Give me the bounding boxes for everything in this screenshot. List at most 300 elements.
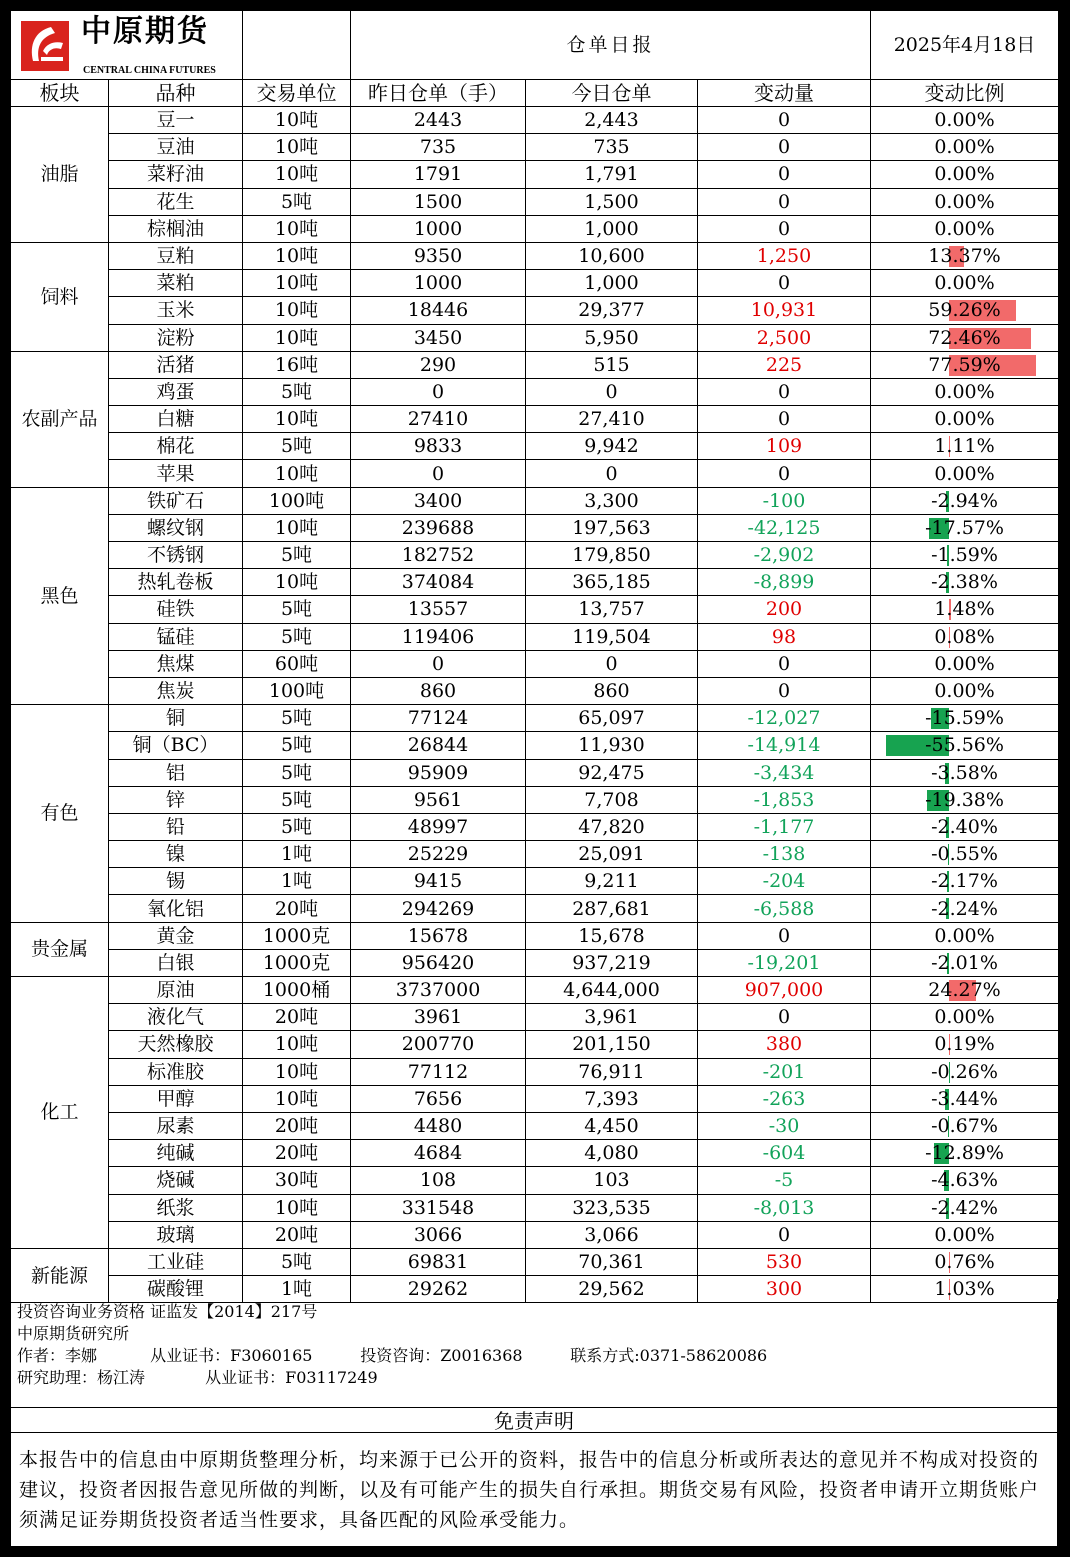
ratio-text: -2.40% bbox=[931, 815, 998, 838]
ratio-cell bbox=[871, 433, 1059, 460]
assistant-line bbox=[17, 1367, 1051, 1389]
change-cell: -42,125 bbox=[698, 514, 871, 541]
yesterday-cell: 18446 bbox=[351, 297, 526, 324]
today-cell: 29,377 bbox=[526, 297, 698, 324]
ratio-cell bbox=[871, 215, 1059, 242]
table-row bbox=[11, 949, 1059, 976]
change-cell: 0 bbox=[698, 1221, 871, 1248]
today-cell: 7,393 bbox=[526, 1085, 698, 1112]
ratio-text: 0.00% bbox=[934, 462, 995, 485]
yesterday-cell: 27410 bbox=[351, 406, 526, 433]
change-cell: 907,000 bbox=[698, 977, 871, 1004]
table-row bbox=[11, 324, 1059, 351]
change-cell: 380 bbox=[698, 1031, 871, 1058]
today-cell: 937,219 bbox=[526, 949, 698, 976]
yesterday-cell: 3400 bbox=[351, 487, 526, 514]
ratio-cell bbox=[871, 1167, 1059, 1194]
yesterday-cell: 77124 bbox=[351, 705, 526, 732]
table-row bbox=[11, 1004, 1059, 1031]
ratio-cell bbox=[871, 1140, 1059, 1167]
item-cell: 鸡蛋 bbox=[109, 378, 243, 405]
ratio-text: 0.00% bbox=[934, 109, 995, 132]
item-cell: 锌 bbox=[109, 786, 243, 813]
unit-cell: 20吨 bbox=[243, 1004, 351, 1031]
item-cell: 烧碱 bbox=[109, 1167, 243, 1194]
table-row bbox=[11, 270, 1059, 297]
yesterday-cell: 200770 bbox=[351, 1031, 526, 1058]
unit-cell: 1吨 bbox=[243, 1276, 351, 1303]
today-cell: 13,757 bbox=[526, 596, 698, 623]
ratio-cell bbox=[871, 487, 1059, 514]
table-row bbox=[11, 895, 1059, 922]
table-row bbox=[11, 732, 1059, 759]
sector-label: 黑色 bbox=[11, 487, 109, 705]
table-row bbox=[11, 569, 1059, 596]
today-cell: 201,150 bbox=[526, 1031, 698, 1058]
today-cell: 92,475 bbox=[526, 759, 698, 786]
item-cell: 尿素 bbox=[109, 1112, 243, 1139]
today-cell: 1,500 bbox=[526, 188, 698, 215]
table-row bbox=[11, 1112, 1059, 1139]
item-cell: 淀粉 bbox=[109, 324, 243, 351]
blank-header-cell bbox=[243, 11, 351, 80]
item-cell: 焦炭 bbox=[109, 677, 243, 704]
unit-cell: 10吨 bbox=[243, 161, 351, 188]
ratio-text: -55.56% bbox=[925, 734, 1004, 757]
item-cell: 玉米 bbox=[109, 297, 243, 324]
change-cell: 0 bbox=[698, 406, 871, 433]
col-header-sector: 板块 bbox=[11, 80, 109, 107]
ratio-text: -0.55% bbox=[931, 843, 998, 866]
unit-cell: 100吨 bbox=[243, 677, 351, 704]
col-header-item: 品种 bbox=[109, 80, 243, 107]
ratio-cell bbox=[871, 297, 1059, 324]
unit-cell: 5吨 bbox=[243, 623, 351, 650]
ratio-cell bbox=[871, 270, 1059, 297]
yesterday-cell: 3450 bbox=[351, 324, 526, 351]
change-cell: -1,177 bbox=[698, 813, 871, 840]
item-cell: 原油 bbox=[109, 977, 243, 1004]
unit-cell: 5吨 bbox=[243, 732, 351, 759]
unit-cell: 5吨 bbox=[243, 705, 351, 732]
sector-label: 油脂 bbox=[11, 107, 109, 243]
ratio-cell bbox=[871, 542, 1059, 569]
yesterday-cell: 2443 bbox=[351, 107, 526, 134]
ratio-text: -3.58% bbox=[931, 761, 998, 784]
item-cell: 不锈钢 bbox=[109, 542, 243, 569]
report-sheet bbox=[10, 10, 1058, 1547]
today-cell: 3,961 bbox=[526, 1004, 698, 1031]
item-cell: 天然橡胶 bbox=[109, 1031, 243, 1058]
change-cell: -6,588 bbox=[698, 895, 871, 922]
table-row bbox=[11, 107, 1059, 134]
change-cell: -201 bbox=[698, 1058, 871, 1085]
item-cell: 玻璃 bbox=[109, 1221, 243, 1248]
change-cell: 0 bbox=[698, 134, 871, 161]
table-row bbox=[11, 922, 1059, 949]
yesterday-cell: 9415 bbox=[351, 868, 526, 895]
yesterday-cell: 29262 bbox=[351, 1276, 526, 1303]
yesterday-cell: 4684 bbox=[351, 1140, 526, 1167]
logo-cell bbox=[11, 11, 243, 80]
ratio-text: -2.17% bbox=[931, 870, 998, 893]
change-cell: 0 bbox=[698, 188, 871, 215]
yesterday-cell: 95909 bbox=[351, 759, 526, 786]
sector-label: 农副产品 bbox=[11, 351, 109, 487]
table-row bbox=[11, 1085, 1059, 1112]
change-cell: 530 bbox=[698, 1248, 871, 1275]
item-cell: 碳酸锂 bbox=[109, 1276, 243, 1303]
table-row bbox=[11, 813, 1059, 840]
change-cell: 200 bbox=[698, 596, 871, 623]
change-cell: 2,500 bbox=[698, 324, 871, 351]
ratio-cell bbox=[871, 977, 1059, 1004]
unit-cell: 10吨 bbox=[243, 460, 351, 487]
today-cell: 9,211 bbox=[526, 868, 698, 895]
ratio-cell bbox=[871, 922, 1059, 949]
table-row bbox=[11, 514, 1059, 541]
table-row bbox=[11, 297, 1059, 324]
ratio-cell bbox=[871, 107, 1059, 134]
yesterday-cell: 374084 bbox=[351, 569, 526, 596]
change-cell: 0 bbox=[698, 650, 871, 677]
table-row bbox=[11, 134, 1059, 161]
change-cell: 0 bbox=[698, 1004, 871, 1031]
logo-english-name: CENTRAL CHINA FUTURES bbox=[83, 65, 216, 76]
sector-label: 有色 bbox=[11, 705, 109, 923]
ratio-cell bbox=[871, 1058, 1059, 1085]
today-cell: 4,080 bbox=[526, 1140, 698, 1167]
ratio-text: 1.11% bbox=[934, 435, 995, 458]
ratio-text: 0.08% bbox=[934, 625, 995, 648]
unit-cell: 16吨 bbox=[243, 351, 351, 378]
yesterday-cell: 108 bbox=[351, 1167, 526, 1194]
ratio-cell bbox=[871, 732, 1059, 759]
ratio-text: 13.37% bbox=[928, 245, 1001, 268]
ratio-text: 0.00% bbox=[934, 136, 995, 159]
info-block bbox=[10, 1299, 1058, 1407]
item-cell: 氧化铝 bbox=[109, 895, 243, 922]
today-cell: 323,535 bbox=[526, 1194, 698, 1221]
today-cell: 515 bbox=[526, 351, 698, 378]
unit-cell: 10吨 bbox=[243, 270, 351, 297]
yesterday-cell: 1000 bbox=[351, 215, 526, 242]
unit-cell: 5吨 bbox=[243, 1248, 351, 1275]
change-cell: -14,914 bbox=[698, 732, 871, 759]
today-cell: 3,066 bbox=[526, 1221, 698, 1248]
report-date: 2025年4月18日 bbox=[871, 11, 1059, 80]
ratio-text: -2.24% bbox=[931, 897, 998, 920]
unit-cell: 100吨 bbox=[243, 487, 351, 514]
unit-cell: 1000桶 bbox=[243, 977, 351, 1004]
ratio-cell bbox=[871, 1004, 1059, 1031]
sector-label: 贵金属 bbox=[11, 922, 109, 976]
item-cell: 铁矿石 bbox=[109, 487, 243, 514]
unit-cell: 10吨 bbox=[243, 514, 351, 541]
item-cell: 工业硅 bbox=[109, 1248, 243, 1275]
table-row bbox=[11, 1167, 1059, 1194]
today-cell: 179,850 bbox=[526, 542, 698, 569]
unit-cell: 10吨 bbox=[243, 297, 351, 324]
change-cell: 0 bbox=[698, 378, 871, 405]
company-logo-icon bbox=[21, 21, 69, 71]
ratio-cell bbox=[871, 134, 1059, 161]
ratio-cell bbox=[871, 1085, 1059, 1112]
today-cell: 4,644,000 bbox=[526, 977, 698, 1004]
today-cell: 0 bbox=[526, 460, 698, 487]
change-cell: -2,902 bbox=[698, 542, 871, 569]
item-cell: 硅铁 bbox=[109, 596, 243, 623]
today-cell: 735 bbox=[526, 134, 698, 161]
ratio-text: 0.00% bbox=[934, 190, 995, 213]
table-row bbox=[11, 1194, 1059, 1221]
ratio-text: 0.00% bbox=[934, 163, 995, 186]
unit-cell: 10吨 bbox=[243, 242, 351, 269]
ratio-text: 72.46% bbox=[928, 326, 1001, 349]
ratio-cell bbox=[871, 460, 1059, 487]
ratio-text: -15.59% bbox=[925, 707, 1004, 730]
col-header-change: 变动量 bbox=[698, 80, 871, 107]
today-cell: 1,000 bbox=[526, 215, 698, 242]
ratio-cell bbox=[871, 949, 1059, 976]
item-cell: 镍 bbox=[109, 841, 243, 868]
unit-cell: 5吨 bbox=[243, 542, 351, 569]
item-cell: 苹果 bbox=[109, 460, 243, 487]
yesterday-cell: 0 bbox=[351, 378, 526, 405]
col-header-unit: 交易单位 bbox=[243, 80, 351, 107]
sector-label: 新能源 bbox=[11, 1248, 109, 1302]
table-row bbox=[11, 1140, 1059, 1167]
ratio-cell bbox=[871, 1194, 1059, 1221]
ratio-text: -1.59% bbox=[931, 544, 998, 567]
today-cell: 15,678 bbox=[526, 922, 698, 949]
unit-cell: 20吨 bbox=[243, 1140, 351, 1167]
unit-cell: 1吨 bbox=[243, 841, 351, 868]
ratio-text: 1.03% bbox=[934, 1278, 995, 1301]
change-cell: 0 bbox=[698, 215, 871, 242]
unit-cell: 5吨 bbox=[243, 596, 351, 623]
ratio-cell bbox=[871, 786, 1059, 813]
item-cell: 甲醇 bbox=[109, 1085, 243, 1112]
unit-cell: 5吨 bbox=[243, 759, 351, 786]
ratio-text: -17.57% bbox=[925, 516, 1004, 539]
yesterday-cell: 9561 bbox=[351, 786, 526, 813]
ratio-text: 0.00% bbox=[934, 652, 995, 675]
today-cell: 25,091 bbox=[526, 841, 698, 868]
table-row bbox=[11, 460, 1059, 487]
assistant-cert: 从业证书：F03117249 bbox=[205, 1368, 378, 1387]
table-row bbox=[11, 1031, 1059, 1058]
ratio-cell bbox=[871, 378, 1059, 405]
unit-cell: 1吨 bbox=[243, 868, 351, 895]
yesterday-cell: 25229 bbox=[351, 841, 526, 868]
item-cell: 豆一 bbox=[109, 107, 243, 134]
table-row bbox=[11, 215, 1059, 242]
today-cell: 287,681 bbox=[526, 895, 698, 922]
item-cell: 热轧卷板 bbox=[109, 569, 243, 596]
today-cell: 27,410 bbox=[526, 406, 698, 433]
item-cell: 黄金 bbox=[109, 922, 243, 949]
table-row bbox=[11, 161, 1059, 188]
item-cell: 铜 bbox=[109, 705, 243, 732]
change-cell: 0 bbox=[698, 922, 871, 949]
today-cell: 11,930 bbox=[526, 732, 698, 759]
yesterday-cell: 4480 bbox=[351, 1112, 526, 1139]
ratio-text: -2.94% bbox=[931, 489, 998, 512]
yesterday-cell: 9350 bbox=[351, 242, 526, 269]
table-row bbox=[11, 542, 1059, 569]
ratio-cell bbox=[871, 759, 1059, 786]
item-cell: 标准胶 bbox=[109, 1058, 243, 1085]
change-cell: -19,201 bbox=[698, 949, 871, 976]
table-row bbox=[11, 406, 1059, 433]
yesterday-cell: 26844 bbox=[351, 732, 526, 759]
unit-cell: 20吨 bbox=[243, 1112, 351, 1139]
unit-cell: 5吨 bbox=[243, 433, 351, 460]
table-row bbox=[11, 378, 1059, 405]
yesterday-cell: 3961 bbox=[351, 1004, 526, 1031]
item-cell: 花生 bbox=[109, 188, 243, 215]
item-cell: 铜（BC） bbox=[109, 732, 243, 759]
item-cell: 菜粕 bbox=[109, 270, 243, 297]
warehouse-receipt-table bbox=[10, 10, 1059, 1303]
author-name: 作者：李娜 bbox=[17, 1346, 98, 1365]
table-row bbox=[11, 677, 1059, 704]
unit-cell: 5吨 bbox=[243, 378, 351, 405]
today-cell: 103 bbox=[526, 1167, 698, 1194]
change-cell: 0 bbox=[698, 161, 871, 188]
change-cell: -30 bbox=[698, 1112, 871, 1139]
today-cell: 29,562 bbox=[526, 1276, 698, 1303]
item-cell: 白银 bbox=[109, 949, 243, 976]
item-cell: 液化气 bbox=[109, 1004, 243, 1031]
yesterday-cell: 0 bbox=[351, 460, 526, 487]
ratio-cell bbox=[871, 596, 1059, 623]
ratio-cell bbox=[871, 895, 1059, 922]
yesterday-cell: 735 bbox=[351, 134, 526, 161]
unit-cell: 20吨 bbox=[243, 1221, 351, 1248]
logo-chinese-name: 中原期货 bbox=[81, 14, 209, 49]
table-row bbox=[11, 433, 1059, 460]
yesterday-cell: 331548 bbox=[351, 1194, 526, 1221]
ratio-text: 1.48% bbox=[934, 598, 995, 621]
unit-cell: 1000克 bbox=[243, 922, 351, 949]
yesterday-cell: 69831 bbox=[351, 1248, 526, 1275]
item-cell: 螺纹钢 bbox=[109, 514, 243, 541]
yesterday-cell: 3066 bbox=[351, 1221, 526, 1248]
disclaimer-text: 本报告中的信息由中原期货整理分析，均来源于已公开的资料，报告中的信息分析或所表达的意见并不构成对投资的建议，投资者因报告意见所做的判断，以及有可能产生的损失自行承担。期货交易有风险，投资者申请开立期货账户须满足证券期货投资者适当性要求，具备匹配的风险承受能力。 bbox=[10, 1433, 1058, 1547]
change-cell: -100 bbox=[698, 487, 871, 514]
yesterday-cell: 119406 bbox=[351, 623, 526, 650]
disclaimer-title: 免责声明 bbox=[10, 1407, 1058, 1433]
ratio-text: 0.00% bbox=[934, 408, 995, 431]
yesterday-cell: 48997 bbox=[351, 813, 526, 840]
today-cell: 0 bbox=[526, 650, 698, 677]
ratio-text: 0.00% bbox=[934, 924, 995, 947]
unit-cell: 10吨 bbox=[243, 406, 351, 433]
change-cell: 300 bbox=[698, 1276, 871, 1303]
ratio-cell bbox=[871, 677, 1059, 704]
ratio-text: -12.89% bbox=[925, 1142, 1004, 1165]
unit-cell: 10吨 bbox=[243, 569, 351, 596]
ratio-text: 0.19% bbox=[934, 1033, 995, 1056]
item-cell: 豆油 bbox=[109, 134, 243, 161]
change-cell: -8,013 bbox=[698, 1194, 871, 1221]
ratio-cell bbox=[871, 242, 1059, 269]
today-cell: 9,942 bbox=[526, 433, 698, 460]
today-cell: 119,504 bbox=[526, 623, 698, 650]
ratio-cell bbox=[871, 1112, 1059, 1139]
table-row bbox=[11, 841, 1059, 868]
change-cell: 98 bbox=[698, 623, 871, 650]
today-cell: 1,000 bbox=[526, 270, 698, 297]
table-row bbox=[11, 623, 1059, 650]
table-row bbox=[11, 650, 1059, 677]
unit-cell: 20吨 bbox=[243, 895, 351, 922]
unit-cell: 10吨 bbox=[243, 1085, 351, 1112]
change-cell: 1,250 bbox=[698, 242, 871, 269]
item-cell: 活猪 bbox=[109, 351, 243, 378]
ratio-cell bbox=[871, 188, 1059, 215]
change-cell: 0 bbox=[698, 107, 871, 134]
today-cell: 76,911 bbox=[526, 1058, 698, 1085]
yesterday-cell: 956420 bbox=[351, 949, 526, 976]
yesterday-cell: 1000 bbox=[351, 270, 526, 297]
ratio-cell bbox=[871, 1031, 1059, 1058]
yesterday-cell: 7656 bbox=[351, 1085, 526, 1112]
change-cell: -3,434 bbox=[698, 759, 871, 786]
author-line bbox=[17, 1345, 1051, 1367]
table-row bbox=[11, 977, 1059, 1004]
yesterday-cell: 294269 bbox=[351, 895, 526, 922]
author-consult: 投资咨询：Z0016368 bbox=[360, 1346, 523, 1365]
table-row bbox=[11, 596, 1059, 623]
ratio-text: -2.01% bbox=[931, 951, 998, 974]
item-cell: 锰硅 bbox=[109, 623, 243, 650]
today-cell: 5,950 bbox=[526, 324, 698, 351]
item-cell: 棕榈油 bbox=[109, 215, 243, 242]
change-cell: 10,931 bbox=[698, 297, 871, 324]
ratio-text: 59.26% bbox=[928, 299, 1001, 322]
ratio-text: -4.63% bbox=[931, 1169, 998, 1192]
today-cell: 70,361 bbox=[526, 1248, 698, 1275]
today-cell: 4,450 bbox=[526, 1112, 698, 1139]
ratio-text: 0.00% bbox=[934, 680, 995, 703]
col-header-ratio: 变动比例 bbox=[871, 80, 1059, 107]
today-cell: 7,708 bbox=[526, 786, 698, 813]
ratio-text: 0.00% bbox=[934, 380, 995, 403]
table-row bbox=[11, 705, 1059, 732]
unit-cell: 10吨 bbox=[243, 134, 351, 161]
table-row bbox=[11, 868, 1059, 895]
yesterday-cell: 13557 bbox=[351, 596, 526, 623]
unit-cell: 5吨 bbox=[243, 813, 351, 840]
yesterday-cell: 182752 bbox=[351, 542, 526, 569]
table-row bbox=[11, 759, 1059, 786]
unit-cell: 10吨 bbox=[243, 1194, 351, 1221]
unit-cell: 30吨 bbox=[243, 1167, 351, 1194]
item-cell: 豆粕 bbox=[109, 242, 243, 269]
unit-cell: 10吨 bbox=[243, 107, 351, 134]
change-cell: 225 bbox=[698, 351, 871, 378]
ratio-cell bbox=[871, 324, 1059, 351]
col-header-yesterday: 昨日仓单（手） bbox=[351, 80, 526, 107]
table-row bbox=[11, 351, 1059, 378]
today-cell: 47,820 bbox=[526, 813, 698, 840]
today-cell: 10,600 bbox=[526, 242, 698, 269]
item-cell: 铝 bbox=[109, 759, 243, 786]
today-cell: 1,791 bbox=[526, 161, 698, 188]
